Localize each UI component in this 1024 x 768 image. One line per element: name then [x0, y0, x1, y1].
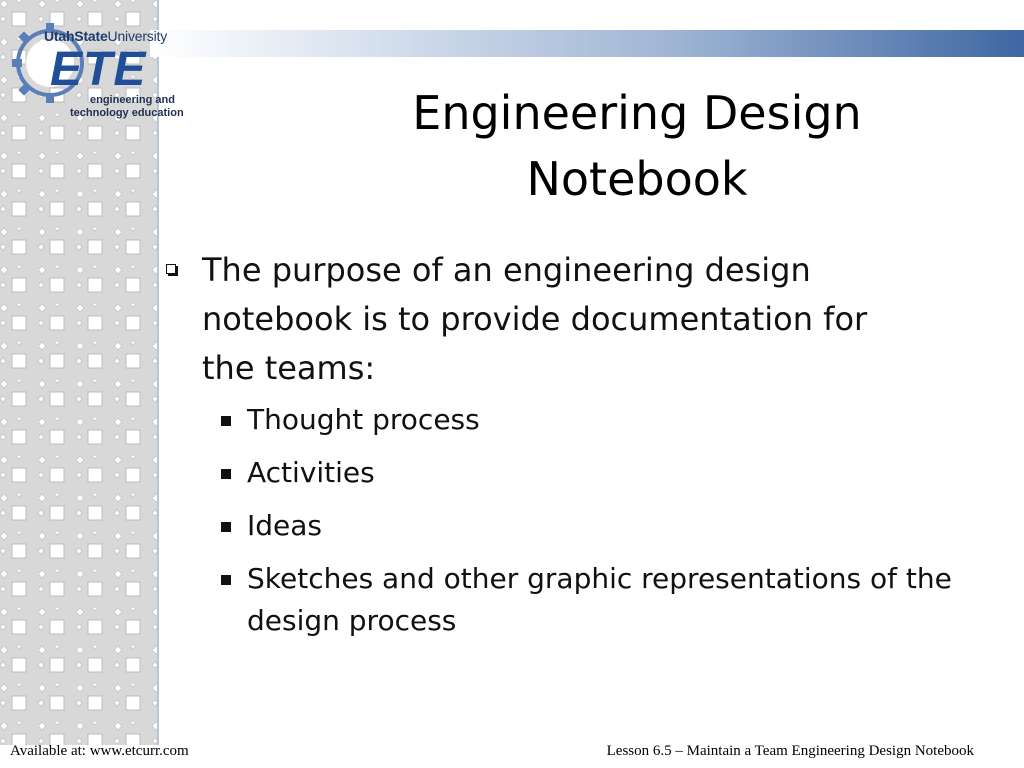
- list-item-text: Ideas: [247, 509, 323, 542]
- square-bullet-icon: [221, 469, 231, 479]
- list-item-text: Activities: [247, 456, 375, 489]
- list-item: [160, 558, 967, 642]
- list-item-text: Sketches and other graphic representations of the design process: [247, 562, 952, 637]
- square-bullet-icon: [221, 575, 231, 585]
- list-item: [160, 452, 967, 494]
- logo-acronym: ETE: [50, 43, 147, 96]
- footer-lesson: Lesson 6.5 – Maintain a Team Engineering Design Notebook: [606, 743, 974, 759]
- logo-university: UtahStateUniversity: [44, 28, 168, 44]
- list-item-text: Thought process: [247, 403, 480, 436]
- square-bullet-icon: [221, 416, 231, 426]
- slide-body: [160, 246, 960, 653]
- hollow-square-bullet-icon: [166, 264, 176, 274]
- ete-logo: [10, 8, 210, 118]
- footer-source: Available at: www.etcurr.com: [10, 743, 189, 759]
- sub-bullet-list: [160, 399, 960, 642]
- main-bullet: [160, 246, 922, 393]
- list-item: [160, 505, 967, 547]
- square-bullet-icon: [221, 522, 231, 532]
- logo-line2: technology education: [70, 107, 184, 119]
- logo-line1: engineering and: [90, 94, 175, 106]
- slide-title: Engineering Design Notebook: [412, 86, 862, 206]
- main-bullet-text: The purpose of an engineering design notebook is to provide documentation for the teams:: [202, 251, 868, 387]
- list-item: [160, 399, 967, 441]
- header-band: [150, 30, 1024, 57]
